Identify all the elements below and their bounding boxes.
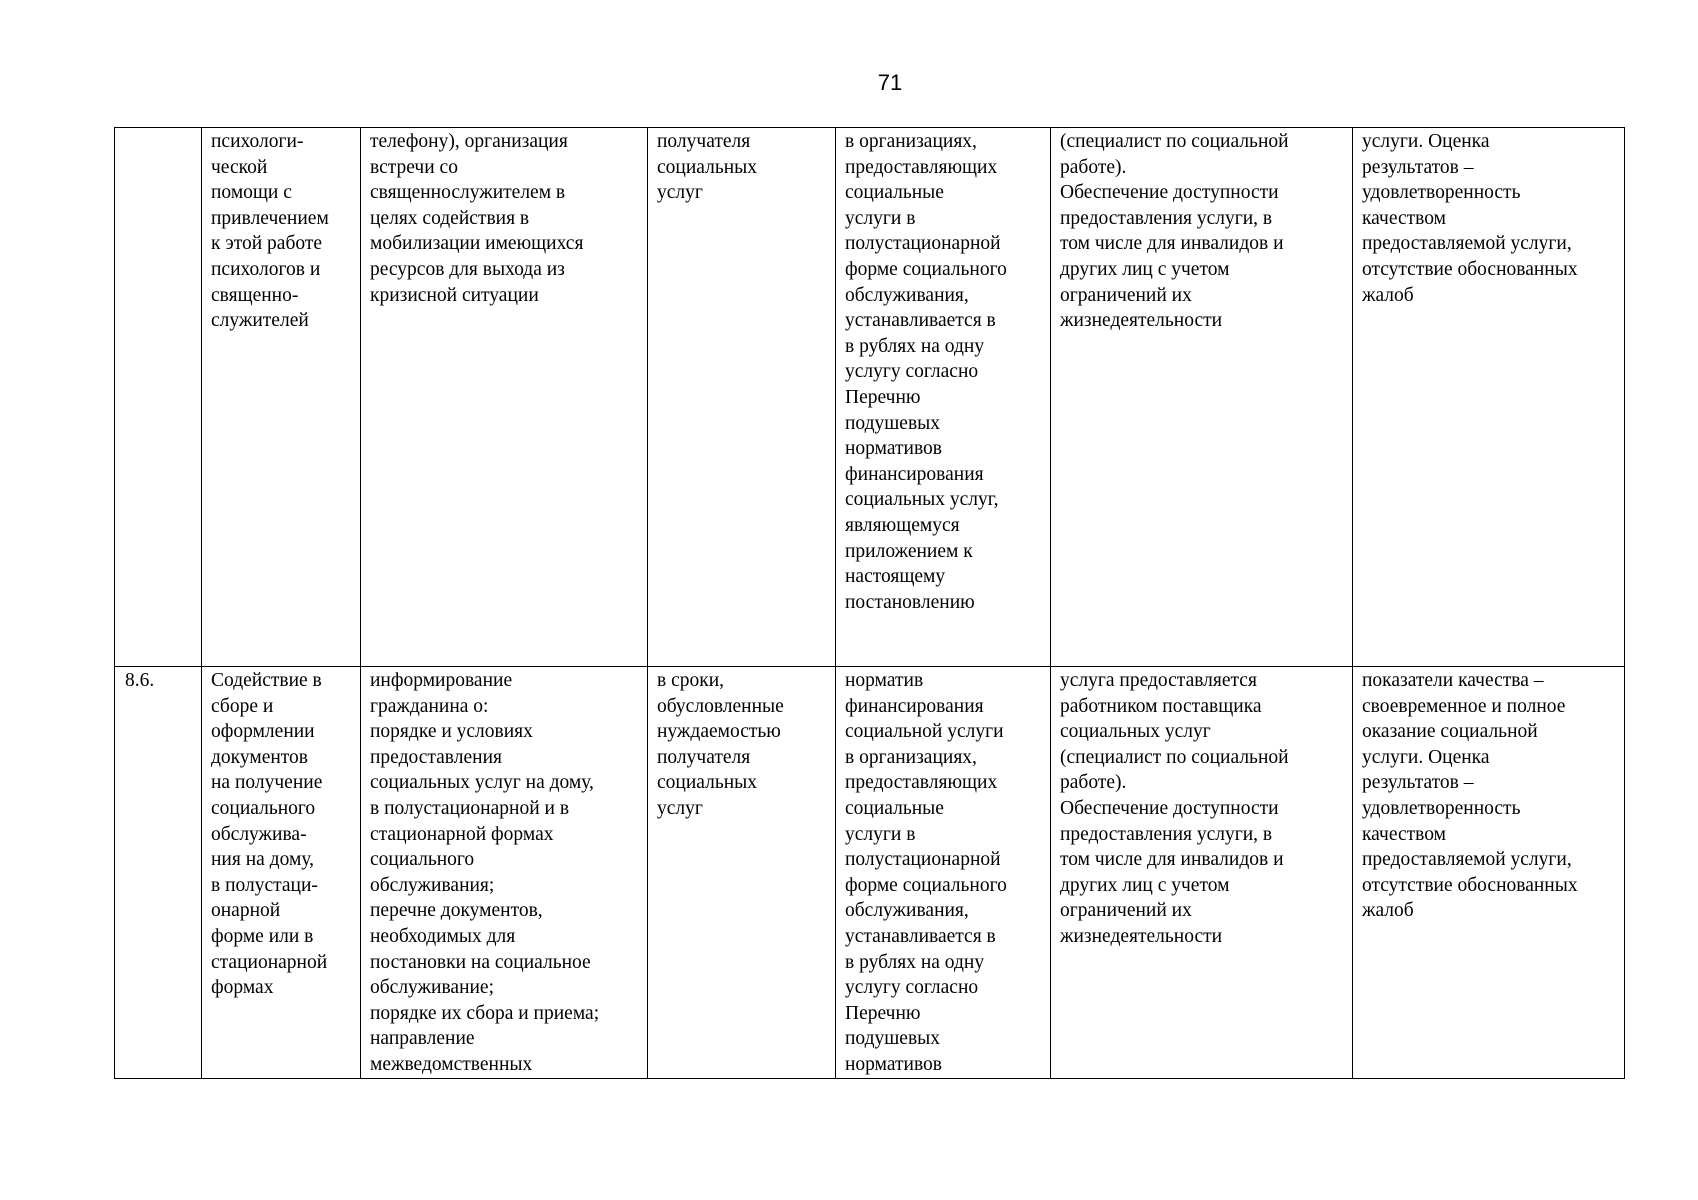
- table-row: [115, 128, 1625, 667]
- cell-quality-indicators: показатели качества – своевременное и полное оказание социальной услуги. Оценка результатов – удовлетворенность качеством предоставляемой услуги, отсутствие обоснованных жалоб: [1353, 667, 1625, 1079]
- page-number: 71: [877, 70, 903, 95]
- cell-provision-conditions: услуга предоставляется работником поставщика социальных услуг (специалист по социальной работе). Обеспечение доступности предоставления услуги, в том числе для инвалидов и других лиц с учетом ограничений их жизнедеятельности: [1051, 667, 1353, 1079]
- cell-service-terms: получателя социальных услуг: [648, 128, 836, 667]
- cell-service-name: Содействие в сборе и оформлении документов на получение социального обслужива- ния на дому, в полустаци- онарной форме или в стационарной формах: [202, 667, 361, 1079]
- table-row: [115, 667, 1625, 1079]
- cell-service-description: телефону), организация встречи со священнослужителем в целях содействия в мобилизации имеющихся ресурсов для выхода из кризисной ситуации: [361, 128, 648, 667]
- cell-service-description: информирование гражданина о: порядке и условиях предоставления социальных услуг на дому, в полустационарной и в стационарной формах социального обслуживания; перечне документов, необходимых для постановки на социальное обслуживание; порядке их сбора и приема; направление межведомственных: [361, 667, 648, 1079]
- cell-service-name: психологи- ческой помощи с привлечением к этой работе психологов и священно- служителей: [202, 128, 361, 667]
- cell-number: 8.6.: [115, 667, 202, 1079]
- cell-provision-conditions: (специалист по социальной работе). Обеспечение доступности предоставления услуги, в том числе для инвалидов и других лиц с учетом ограничений их жизнедеятельности: [1051, 128, 1353, 667]
- services-table: [114, 127, 1625, 1079]
- cell-financing-standard: в организациях, предоставляющих социальные услуги в полустационарной форме социального обслуживания, устанавливается в в рублях на одну услугу согласно Перечню подушевых нормативов финансирования социальных услуг, являющемуся приложением к настоящему постановлению: [836, 128, 1051, 667]
- cell-quality-indicators: услуги. Оценка результатов – удовлетворенность качеством предоставляемой услуги, отсутствие обоснованных жалоб: [1353, 128, 1625, 667]
- cell-service-terms: в сроки, обусловленные нуждаемостью получателя социальных услуг: [648, 667, 836, 1079]
- cell-number: [115, 128, 202, 667]
- cell-financing-standard: норматив финансирования социальной услуги в организациях, предоставляющих социальные услуги в полустационарной форме социального обслуживания, устанавливается в в рублях на одну услугу согласно Перечню подушевых нормативов: [836, 667, 1051, 1079]
